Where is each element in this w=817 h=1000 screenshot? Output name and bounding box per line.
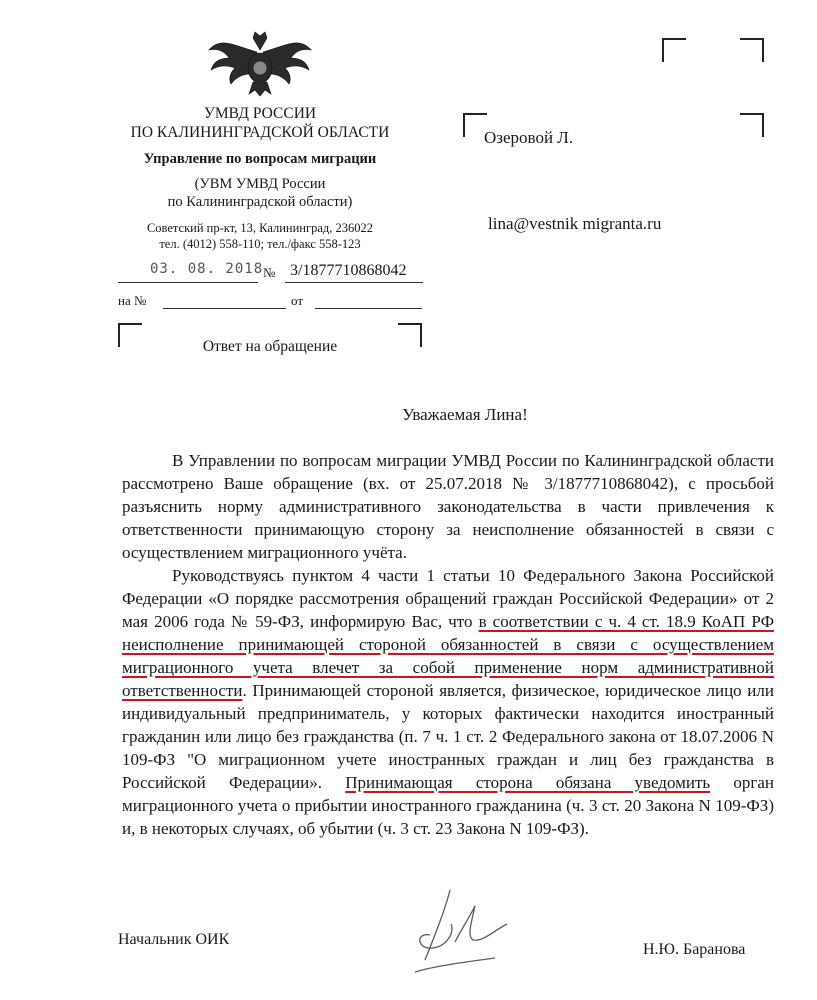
- department-abbr-line2: по Калининградской области): [167, 194, 353, 210]
- paragraph-2-intro: Руководствуясь пунктом 4 части 1 статьи 10 Федерального Закона Российской Федерации «О порядке рассмотрения обращений граждан Российской Федерации» от 2 мая 2006 года № 59-ФЗ, информирую Вас, что: [122, 566, 774, 631]
- address-frame-corner-tl: [662, 38, 686, 62]
- reference-date-label: от: [291, 293, 304, 308]
- paragraph-2: [122, 564, 774, 840]
- letter-body: [122, 449, 774, 840]
- recipient-bracket-right: [740, 113, 764, 137]
- signatory-name: Н.Ю. Баранова: [643, 941, 746, 958]
- recipient-name: Озеровой Л.: [484, 128, 574, 147]
- handwritten-signature: [395, 880, 525, 980]
- highlighted-notification-duty: Принимающая сторона обязана уведомить: [345, 773, 711, 792]
- subject-bracket-right: [398, 323, 422, 347]
- signatory-position: Начальник ОИК: [118, 931, 230, 948]
- double-headed-eagle-emblem: [205, 28, 315, 98]
- number-label: №: [263, 265, 276, 280]
- phone: тел. (4012) 558-110; тел./факс 558-123: [159, 237, 361, 251]
- highlighted-liability-clause: в соответствии с ч. 4 ст. 18.9 КоАП РФ неисполнение принимающей стороной обязанностей в связи с осуществлением миграционного учета влечет за собой применение норм административной ответственности: [122, 612, 774, 700]
- paragraph-2-middle: . Принимающей стороной является, физическое, юридическое лицо или индивидуальный предприниматель, у которых фактически находится иностранный гражданин или лицо без гражданства (п. 7 ч. 1 ст. 2 Федерального закона от 18.07.2006 N 109-ФЗ "О миграционном учете иностранных граждан и лиц без гражданства в Российской Федерации».: [122, 681, 774, 792]
- department-name: Управление по вопросам миграции: [143, 151, 377, 167]
- org-name-line1: УМВД РОССИИ: [203, 105, 317, 122]
- org-name-line2: ПО КАЛИНИНГРАДСКОЙ ОБЛАСТИ: [130, 124, 390, 141]
- recipient-email: lina@vestnik migranta.ru: [488, 214, 662, 233]
- registration-date-stamp: 03. 08. 2018: [150, 261, 264, 277]
- greeting: Уважаемая Лина!: [402, 405, 528, 424]
- paragraph-1: В Управлении по вопросам миграции УМВД России по Калининградской области рассмотрено Ваше обращение (вх. от 25.07.2018 № 3/1877710868042), с просьбой разъяснить норму административного законодательства в части привлечения к ответственности принимающую сторону за неисполнение обязанностей в связи с осуществлением миграционного учёта.: [122, 451, 774, 562]
- reference-number-label: на №: [118, 293, 147, 308]
- registration-number: 3/1877710868042: [290, 262, 407, 279]
- address: Советский пр-кт, 13, Калининград, 236022: [146, 221, 374, 235]
- paragraph-2-end: орган миграционного учета о прибытии иностранного гражданина (ч. 3 ст. 20 Закона N 109-ФЗ) и, в некоторых случаях, об убытии (ч. 3 ст. 23 Закона N 109-ФЗ).: [122, 773, 774, 838]
- subject: Ответ на обращение: [202, 338, 338, 355]
- department-abbr-line1: (УВМ УМВД России: [194, 176, 326, 192]
- subject-bracket-left: [118, 323, 142, 347]
- address-frame-corner-tr: [740, 38, 764, 62]
